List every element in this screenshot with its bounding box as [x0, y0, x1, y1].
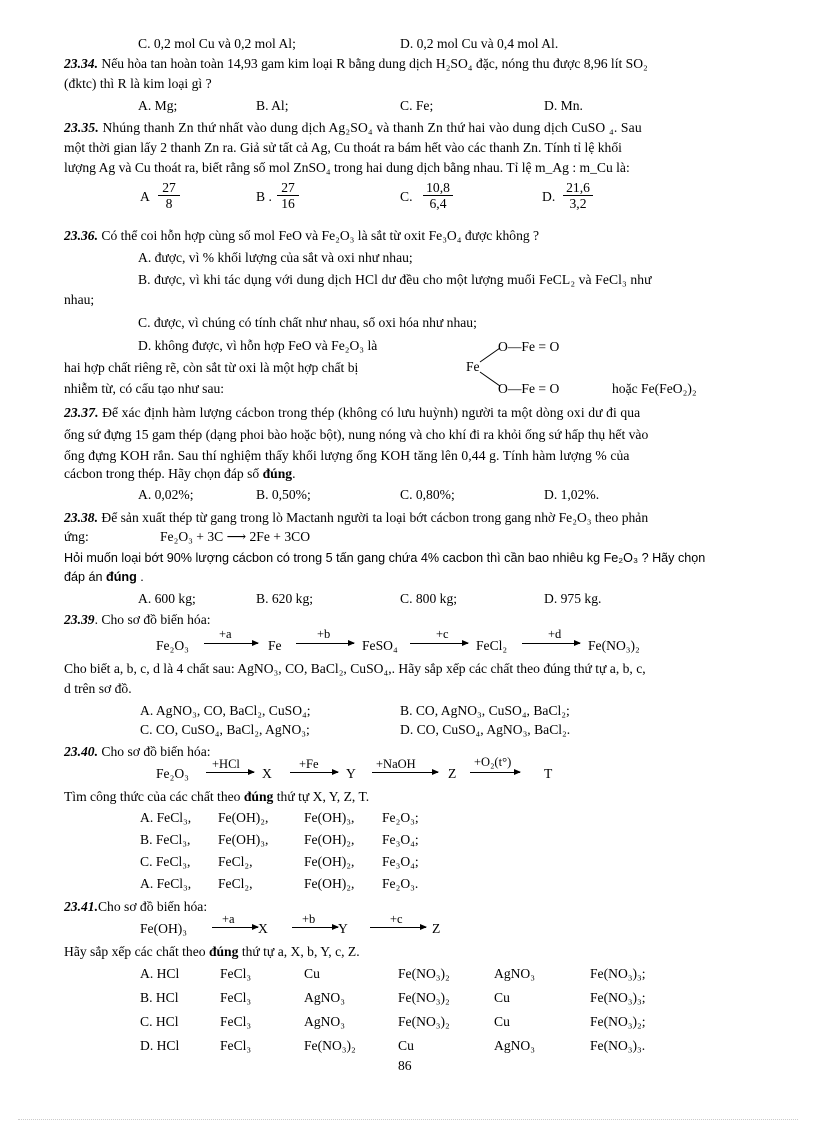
scheme-species: Fe(OH)₃ [140, 921, 188, 936]
option-cell: B. HCl [140, 990, 179, 1005]
question-23-37: 23.37. Để xác định hàm lượng cácbon trong thép (không có lưu huỳnh) người ta một dòng oxi dư đi qua [64, 405, 641, 420]
option-a: A. 600 kg; [138, 591, 196, 606]
option-cell: A. FeCl₃, [140, 876, 192, 891]
question-text: lượng Ag và Cu thoát ra, biết rằng số mol ZnSO₄ trong hai dung dịch bằng nhau. Tỉ lệ m_Ag : m_Cu là: [64, 160, 630, 175]
scheme-species: Y [346, 766, 356, 781]
option-b: B. 620 kg; [256, 591, 314, 606]
option-d: D. CO, CuSO₄, AgNO₃, BaCl₂. [400, 722, 571, 737]
option-cell: Fe(NO₃)₃; [590, 990, 646, 1005]
arrow [372, 772, 438, 773]
arrow [204, 643, 258, 644]
scheme-species: FeCl₂ [476, 638, 508, 653]
arrow [522, 643, 580, 644]
option-c-label: C. [400, 189, 413, 204]
option-cell: Fe(NO₃)₂ [398, 966, 450, 981]
option-b-fraction: $\frac{27}{16}$ [277, 180, 299, 211]
scheme-species: FeSO₄ [362, 638, 398, 653]
option-d: D. 1,02%. [544, 487, 600, 502]
option-cell: Fe(NO₃)₂ [398, 990, 450, 1005]
option-cell: Fe(OH)₂, [304, 832, 355, 847]
option-cell: Fe₂O₃. [382, 876, 419, 891]
option-a: A. AgNO₃, CO, BaCl₂, CuSO₄; [140, 703, 311, 718]
option-cell: D. HCl [140, 1038, 180, 1053]
question-text: ống đựng KOH rắn. Sau thí nghiệm thấy khối lượng ống KOH tăng lên 0,44 g. Tính hàm lượng % của [64, 448, 630, 463]
arrow [292, 927, 338, 928]
option-cell: Fe(NO₃)₂; [590, 1014, 646, 1029]
page-edge [18, 1119, 798, 1120]
question-text: (đktc) thì R là kim loại gì ? [64, 76, 212, 91]
option-cell: C. FeCl₃, [140, 854, 191, 869]
arrow-label: +b [302, 912, 316, 926]
option-cell: A. FeCl₃, [140, 810, 192, 825]
option-cell: AgNO₃ [304, 1014, 345, 1029]
option-d: D. 0,2 mol Cu và 0,4 mol Al. [400, 36, 559, 51]
option-cell: Cu [398, 1038, 414, 1053]
arrow [470, 772, 520, 773]
option-cell: FeCl₃ [220, 1014, 252, 1029]
arrow [410, 643, 468, 644]
arrow-label: +Fe [299, 757, 319, 771]
option-c: C. 800 kg; [400, 591, 458, 606]
option-cell: Fe(NO₃)₃. [590, 1038, 646, 1053]
question-23-35: 23.35. Nhúng thanh Zn thứ nhất vào dung dịch Ag₂SO₄ và thanh Zn thứ hai vào dung dịch CuSO ₄. Sau [64, 120, 642, 135]
question-text: d trên sơ đồ. [64, 681, 132, 696]
option-cell: Fe₃O₄; [382, 854, 419, 869]
option-a: A. Mg; [138, 98, 178, 113]
arrow-label: +NaOH [376, 757, 416, 771]
option-cell: Cu [494, 1014, 510, 1029]
option-cell: Fe(NO₃)₃; [590, 966, 646, 981]
question-23-39: 23.39. Cho sơ đồ biến hóa: [64, 612, 211, 627]
option-d-label: D. [542, 189, 556, 204]
option-c: C. 0,2 mol Cu và 0,2 mol Al; [138, 36, 296, 51]
option-cell: FeCl₂, [218, 876, 253, 891]
reaction-label: ứng: [64, 529, 89, 544]
arrow [290, 772, 338, 773]
question-text: Hỏi muốn loại bớt 90% lượng cácbon có trong 5 tấn gang chứa 4% cacbon thì cần bao nhiêu kg Fe₂O₃ ? Hãy chọn [64, 551, 706, 565]
scheme-species: Z [432, 921, 441, 936]
question-23-36: 23.36. Có thể coi hỗn hợp cùng số mol FeO và Fe₂O₃ là sắt từ oxit Fe₃O₄ được không ? [64, 228, 540, 243]
option-b: B. CO, AgNO₃, CuSO₄, BaCl₂; [400, 703, 570, 718]
arrow-label: +a [219, 627, 232, 641]
reaction-equation: Fe₂O₃ + 3C ⟶ 2Fe + 3CO [160, 529, 311, 544]
arrow [296, 643, 354, 644]
option-cell: Fe(NO₃)₂ [304, 1038, 356, 1053]
question-23-40: 23.40. Cho sơ đồ biến hóa: [64, 744, 211, 759]
arrow-label: +c [390, 912, 403, 926]
option-d-cont: nhiễm từ, có cấu tạo như sau: [64, 381, 225, 396]
question-text: cácbon trong thép. Hãy chọn đáp số đúng. [64, 466, 296, 481]
option-cell: C. HCl [140, 1014, 179, 1029]
structure-top: O—Fe = O [498, 339, 560, 354]
option-c: C. 0,80%; [400, 487, 455, 502]
structure-alt: hoặc Fe(FeO₂)₂ [612, 381, 697, 396]
option-d-cont: hai hợp chất riêng rẽ, còn sắt từ oxi là một hợp chất bị [64, 360, 359, 375]
arrow [212, 927, 258, 928]
arrow-label: +b [317, 627, 331, 641]
option-a: A. 0,02%; [138, 487, 194, 502]
arrow-label: +c [436, 627, 449, 641]
option-cell: FeCl₃ [220, 966, 252, 981]
option-cell: FeCl₂, [218, 854, 253, 869]
scheme-species: X [262, 766, 272, 781]
scheme-species: Fe [268, 638, 282, 653]
scheme-species: Fe₂O₃ [156, 638, 189, 653]
option-b-cont: nhau; [64, 292, 95, 307]
option-a-fraction: $\frac{27}{8}$ [158, 180, 180, 211]
question-23-38: 23.38. Để sản xuất thép từ gang trong lò Mactanh người ta loại bớt cácbon trong gang nhờ Fe₂O₃ theo phản [64, 510, 649, 525]
option-d: D. Mn. [544, 98, 583, 113]
option-cell: Fe(OH)₂, [218, 810, 269, 825]
question-text: Cho biết a, b, c, d là 4 chất sau: AgNO₃, CO, BaCl₂, CuSO₄,. Hãy sắp xếp các chất theo đúng thứ tự a, b, c, [64, 661, 646, 676]
option-c: C. Fe; [400, 98, 434, 113]
scheme-species: Z [448, 766, 457, 781]
option-cell: B. FeCl₃, [140, 832, 191, 847]
option-cell: Fe(OH)₂, [304, 876, 355, 891]
scheme-species: Fe(NO₃)₂ [588, 638, 640, 653]
arrow-label: +d [548, 627, 562, 641]
option-cell: Fe(OH)₃, [304, 810, 355, 825]
question-text: Tìm công thức của các chất theo đúng thứ tự X, Y, Z, T. [64, 789, 370, 804]
page-number: 86 [398, 1058, 412, 1073]
question-23-41: 23.41.Cho sơ đồ biến hóa: [64, 899, 208, 914]
option-cell: Cu [494, 990, 510, 1005]
arrow-label: +a [222, 912, 235, 926]
structure-fe: Fe [466, 359, 480, 374]
option-cell: A. HCl [140, 966, 180, 981]
scheme-species: Y [338, 921, 348, 936]
option-c: C. CO, CuSO₄, BaCl₂, AgNO₃; [140, 722, 310, 737]
option-d-fraction: $\frac{21,6}{3,2}$ [563, 180, 593, 211]
option-b-label: B . [256, 189, 272, 204]
option-b: B. Al; [256, 98, 289, 113]
question-text: một thời gian lấy 2 thanh Zn ra. Giả sử tất cả Ag, Cu thoát ra bám hết vào các thanh Zn. Tính tỉ lệ khối [64, 140, 622, 155]
option-cell: Fe₂O₃; [382, 810, 419, 825]
option-cell: AgNO₃ [494, 1038, 535, 1053]
option-cell: Cu [304, 966, 320, 981]
arrow-label: +HCl [212, 757, 240, 771]
question-text: đáp án đúng . [64, 570, 144, 584]
arrow [206, 772, 254, 773]
option-b: B. 0,50%; [256, 487, 311, 502]
question-text: ống sứ đựng 15 gam thép (dạng phoi bào hoặc bột), nung nóng và cho khí đi ra khỏi ống sứ hấp thụ hết vào [64, 427, 649, 442]
arrow-label: +O₂(t°) [474, 755, 512, 769]
option-a: A. được, vì % khối lượng của sắt và oxi như nhau; [138, 250, 413, 265]
scheme-species: Fe₂O₃ [156, 766, 189, 781]
option-cell: FeCl₃ [220, 990, 252, 1005]
option-cell: FeCl₃ [220, 1038, 252, 1053]
option-cell: Fe₃O₄; [382, 832, 419, 847]
option-b: B. được, vì khi tác dụng với dung dịch HCl dư đều cho một lượng muối FeCL₂ và FeCl₃ như [138, 272, 652, 287]
option-cell: Fe(OH)₃, [218, 832, 269, 847]
question-text: Hãy sắp xếp các chất theo đúng thứ tự a, X, b, Y, c, Z. [64, 944, 360, 959]
option-c: C. được, vì chúng có tính chất như nhau, số oxi hóa như nhau; [138, 315, 477, 330]
option-cell: Fe(OH)₂, [304, 854, 355, 869]
scheme-species: X [258, 921, 268, 936]
option-cell: Fe(NO₃)₂ [398, 1014, 450, 1029]
arrow [370, 927, 426, 928]
option-d: D. không được, vì hỗn hợp FeO và Fe₂O₃ là [138, 338, 378, 353]
option-d: D. 975 kg. [544, 591, 602, 606]
option-cell: AgNO₃ [494, 966, 535, 981]
structure-bottom: O—Fe = O [498, 381, 560, 396]
option-cell: AgNO₃ [304, 990, 345, 1005]
scheme-species: T [544, 766, 553, 781]
option-a-label: A [140, 189, 150, 204]
option-c-fraction: $\frac{10,8}{6,4}$ [423, 180, 453, 211]
question-23-34: 23.34. Nếu hòa tan hoàn toàn 14,93 gam kim loại R bằng dung dịch H₂SO₄ đặc, nóng thu được 8,96 lít SO₂ [64, 56, 648, 71]
